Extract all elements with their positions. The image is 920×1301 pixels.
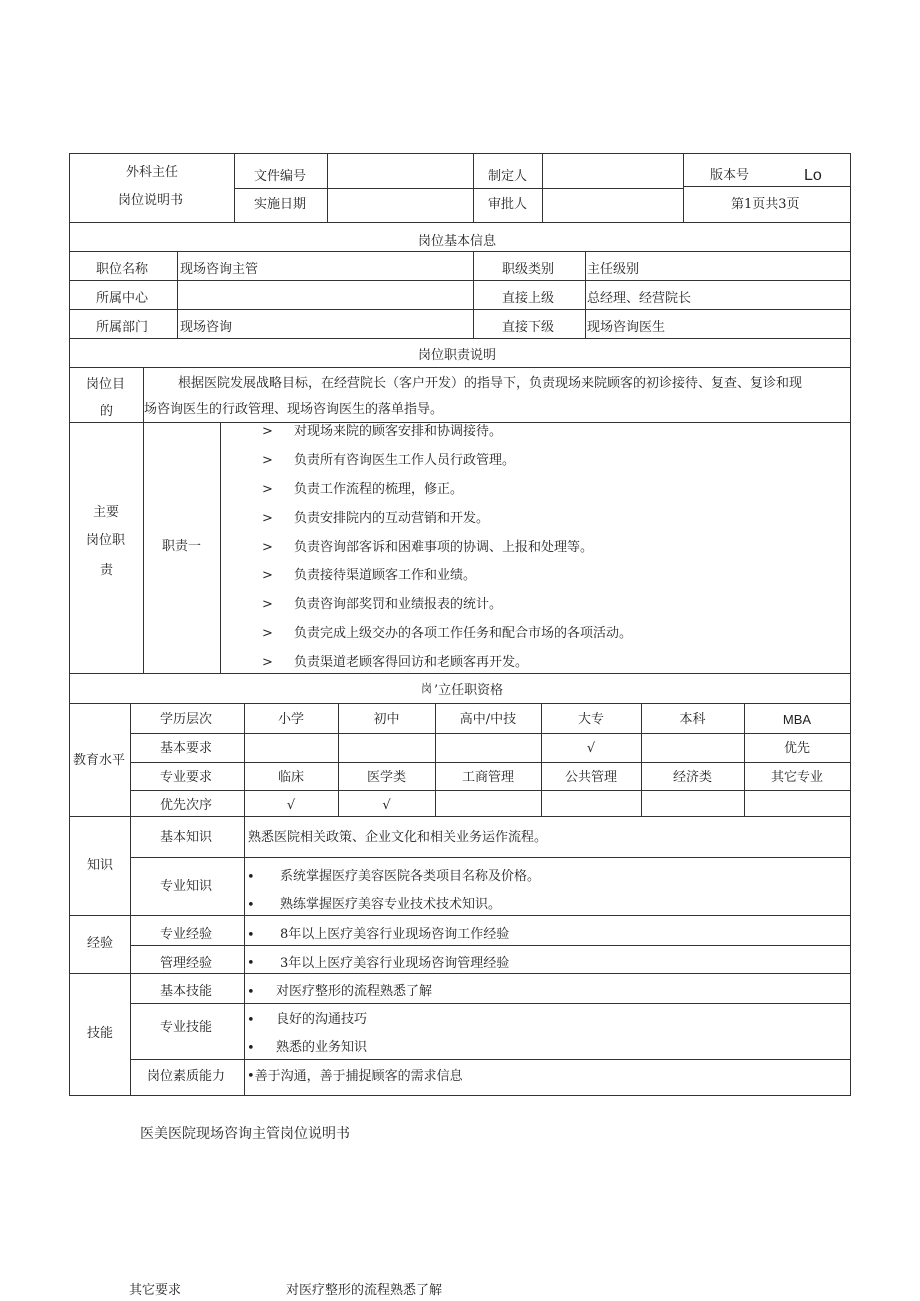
pro-skill-label: 专业技能	[160, 1020, 213, 1035]
knowledge-label: 知识	[87, 858, 114, 873]
basic-skill-value: 对医疗整形的流程熟悉了解	[276, 984, 433, 999]
edu-cell: 初中	[373, 712, 400, 727]
pos-name-value: 现场咨询主管	[180, 262, 259, 277]
version-label: 版本号	[710, 168, 750, 183]
edu-cell: 公共管理	[564, 770, 617, 785]
qual-title: ’立任职资格	[434, 683, 504, 698]
grade-label: 职级类别	[502, 262, 555, 277]
doc-title-line1: 外科主任	[126, 165, 179, 180]
edu-cell: 高中/中技	[459, 712, 517, 727]
duty-bullet: >	[262, 597, 273, 612]
doc-title-line2: 岗位说明书	[118, 193, 184, 208]
pro-skill-item: 熟悉的业务知识	[276, 1040, 368, 1055]
skill-label: 技能	[87, 1026, 114, 1041]
main-duties-label-line2: 岗位职	[86, 533, 126, 548]
other-req-value: 对医疗整形的流程熟悉了解	[286, 1283, 443, 1298]
edu-cell: √	[586, 741, 596, 756]
author-label: 制定人	[488, 169, 528, 184]
approver-label: 审批人	[488, 197, 528, 212]
duty-bullet: >	[262, 511, 273, 526]
edu-cell: 优先	[783, 741, 810, 756]
quality-label: 岗位素质能力	[147, 1069, 226, 1084]
superior-label: 直接上级	[502, 291, 555, 306]
edu-cell: 经济类	[672, 770, 712, 785]
pro-exp-value: 8年以上医疗美容行业现场咨询工作经验	[280, 927, 510, 942]
edu-cell: 工商管理	[461, 770, 514, 785]
edu-row-label: 基本要求	[160, 741, 213, 756]
subordinate-value: 现场咨询医生	[587, 320, 666, 335]
superior-value: 总经理、经营院长	[587, 291, 692, 306]
list-dot: •	[247, 1013, 255, 1028]
duty-bullet: >	[262, 482, 273, 497]
mgmt-exp-label: 管理经验	[160, 956, 213, 971]
duty-bullet: >	[262, 540, 273, 555]
exp-label: 经验	[87, 936, 114, 951]
list-dot: •	[247, 1041, 255, 1056]
duty-bullet: >	[262, 424, 273, 439]
list-dot: •	[247, 985, 255, 1000]
duty-group-label: 职责一	[162, 539, 202, 554]
doc-no-label: 文件编号	[254, 169, 307, 184]
duty-item: 负责渠道老顾客得回访和老顾客再开发。	[294, 655, 529, 670]
list-dot: •	[247, 956, 255, 971]
edu-cell: 本科	[679, 712, 706, 727]
mgmt-exp-value: 3年以上医疗美容行业现场咨询管理经验	[280, 956, 510, 971]
edu-cell: 医学类	[366, 770, 406, 785]
basic-knowledge-value: 熟悉医院相关政策、企业文化和相关业务运作流程。	[248, 830, 548, 845]
basic-skill-label: 基本技能	[160, 984, 213, 999]
purpose-label-line2: 的	[100, 404, 114, 419]
edu-row-label: 优先次序	[160, 798, 213, 813]
qual-title-glyph: 岗	[421, 682, 432, 695]
quality-value: •善于沟通，善于捕捉顾客的需求信息	[247, 1069, 463, 1084]
subordinate-label: 直接下级	[502, 320, 555, 335]
main-duties-label-line3: 责	[100, 563, 114, 578]
purpose-text-line1: 根据医院发展战略目标，在经营院长（客户开发）的指导下，负责现场来院顾客的初诊接待、复查、复诊和现	[178, 376, 803, 391]
edu-cell: √	[286, 798, 296, 813]
version-value: Lo	[804, 167, 822, 184]
footer-caption: 医美医院现场咨询主管岗位说明书	[140, 1126, 350, 1142]
list-dot: •	[247, 898, 255, 913]
duties-title: 岗位职责说明	[418, 348, 497, 363]
list-dot: •	[247, 870, 255, 885]
duty-item: 负责接待渠道顾客工作和业绩。	[294, 568, 477, 583]
edu-cell: 小学	[277, 712, 304, 727]
duty-bullet: >	[262, 568, 273, 583]
edu-cell: √	[382, 798, 391, 813]
center-label: 所属中心	[96, 291, 149, 306]
pos-name-label: 职位名称	[96, 262, 149, 277]
duty-bullet: >	[262, 655, 273, 670]
edu-label: 教育水平	[73, 753, 126, 768]
duty-item: 负责安排院内的互动营销和开发。	[294, 511, 490, 526]
impl-date-label: 实施日期	[254, 197, 307, 212]
edu-cell: MBA	[782, 712, 812, 727]
other-req-label: 其它要求	[129, 1283, 182, 1298]
purpose-text-line2: 场咨询医生的行政管理、现场咨询医生的落单指导。	[144, 402, 444, 417]
purpose-label-line1: 岗位目	[86, 377, 126, 392]
basic-info-title: 岗位基本信息	[418, 234, 497, 249]
duty-item: 对现场来院的顾客安排和协调接待。	[294, 424, 503, 439]
main-duties-label-line1: 主要	[93, 505, 120, 520]
pro-knowledge-item: 系统掌握医疗美容医院各类项目名称及价格。	[280, 869, 541, 884]
duty-item: 负责咨询部客诉和困难事项的协调、上报和处理等。	[294, 540, 594, 555]
edu-cell: 临床	[277, 770, 304, 785]
duty-item: 负责完成上级交办的各项工作任务和配合市场的各项活动。	[294, 626, 633, 641]
duty-bullet: >	[262, 626, 273, 641]
edu-row-label: 专业要求	[160, 770, 213, 785]
pro-skill-item: 良好的沟通技巧	[276, 1012, 368, 1027]
pro-knowledge-label: 专业知识	[160, 879, 213, 894]
grade-value: 主任级别	[587, 262, 640, 277]
duty-item: 负责所有咨询医生工作人员行政管理。	[294, 453, 516, 468]
page-info: 第1页共3页	[731, 197, 800, 212]
edu-cell: 其它专业	[770, 770, 823, 785]
pro-knowledge-item: 熟练掌握医疗美容专业技术技术知识。	[280, 897, 502, 912]
edu-row-label: 学历层次	[160, 712, 213, 727]
pro-exp-label: 专业经验	[160, 927, 213, 942]
basic-knowledge-label: 基本知识	[160, 830, 213, 845]
duty-item: 负责咨询部奖罚和业绩报表的统计。	[294, 597, 503, 612]
edu-cell: 大专	[577, 712, 604, 727]
dept-label: 所属部门	[96, 320, 149, 335]
dept-value: 现场咨询	[180, 320, 233, 335]
duty-item: 负责工作流程的梳理，修正。	[294, 482, 464, 497]
duty-bullet: >	[262, 453, 273, 468]
list-dot: •	[247, 928, 255, 943]
